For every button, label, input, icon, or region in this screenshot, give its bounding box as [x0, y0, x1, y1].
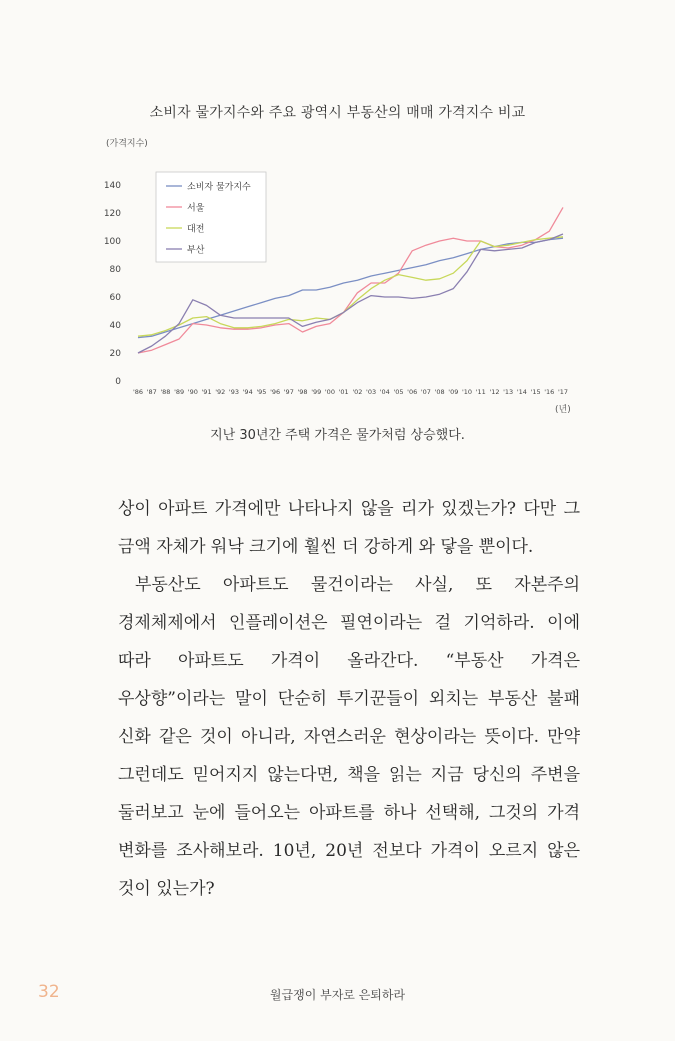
body-text	[118, 490, 580, 908]
x-tick-label: '89	[174, 388, 185, 396]
legend-label: 부산	[187, 245, 205, 256]
x-tick-label: '12	[489, 388, 500, 396]
x-tick-label: '01	[338, 388, 349, 396]
x-tick-label: '00	[324, 388, 335, 396]
y-tick-label: 20	[109, 349, 121, 359]
y-axis-label: (가격지수)	[106, 139, 148, 149]
x-tick-label: '93	[228, 388, 239, 396]
page-number: 32	[38, 982, 60, 1002]
x-tick-label: '08	[434, 388, 445, 396]
x-tick-label: '17	[557, 388, 569, 396]
y-tick-label: 60	[109, 293, 121, 303]
x-axis-unit-label: (년)	[555, 405, 571, 415]
legend	[156, 172, 266, 262]
x-tick-label: '91	[201, 388, 212, 396]
x-tick-label: '06	[407, 388, 418, 396]
legend-label: 서울	[187, 203, 205, 214]
x-tick-label: '13	[503, 388, 514, 396]
x-tick-label: '99	[311, 388, 322, 396]
body-paragraph: 부동산도 아파트도 물건이라는 사실, 또 자본주의 경제체제에서 인플레이션은 필연이라는 걸 기억하라. 이에 따라 아파트도 가격이 올라간다. “부동산 가격은 우상향”이라는 말이 단순히 투기꾼들이 외치는 부동산 불패 신화 같은 것이 아니라, 자연스러운 현상이라는 뜻이다. 만약 그런데도 믿어지지 않는다면, 책을 읽는 지금 당신의 주변을 둘러보고 눈에 들어오는 아파트를 하나 선택해, 그것의 가격 변화를 조사해보라. 10년, 20년 전보다 가격이 오르지 않은 것이 있는가?	[118, 575, 580, 899]
x-tick-label: '10	[462, 388, 473, 396]
x-tick-label: '15	[530, 388, 541, 396]
x-tick-label: '14	[516, 388, 527, 396]
x-tick-label: '04	[379, 388, 390, 396]
y-tick-label: 140	[103, 181, 121, 191]
legend-label: 대전	[187, 224, 205, 235]
x-tick-label: '05	[393, 388, 404, 396]
book-title: 월급쟁이 부자로 은퇴하라	[269, 988, 406, 1002]
y-tick-label: 40	[109, 321, 121, 331]
x-tick-label: '98	[297, 388, 308, 396]
x-tick-label: '90	[187, 388, 198, 396]
x-tick-label: '86	[132, 388, 144, 396]
x-tick-label: '96	[270, 388, 281, 396]
x-tick-label: '87	[146, 388, 157, 396]
x-tick-label: '11	[475, 388, 486, 396]
y-axis-ticks	[104, 181, 121, 387]
y-tick-label: 80	[109, 265, 121, 275]
chart-caption: 지난 30년간 주택 가격은 물가처럼 상승했다.	[210, 428, 465, 443]
x-tick-label: '02	[352, 388, 363, 396]
x-tick-label: '92	[215, 388, 226, 396]
x-tick-label: '03	[366, 388, 377, 396]
x-tick-label: '95	[256, 388, 267, 396]
chart-title: 소비자 물가지수와 주요 광역시 부동산의 매매 가격지수 비교	[149, 105, 526, 121]
x-tick-label: '88	[160, 388, 171, 396]
legend-label: 소비자 물가지수	[187, 182, 251, 193]
x-tick-label: '07	[420, 388, 431, 396]
x-tick-label: '97	[283, 388, 294, 396]
y-tick-label: 100	[103, 237, 121, 247]
x-tick-label: '16	[544, 388, 555, 396]
y-tick-label: 120	[103, 209, 121, 219]
body-paragraph: 상이 아파트 가격에만 나타나지 않을 리가 있겠는가? 다만 그 금액 자체가 워낙 크기에 훨씬 더 강하게 와 닿을 뿐이다.	[118, 499, 580, 557]
x-axis-ticks	[133, 388, 568, 396]
line-chart	[0, 0, 675, 420]
x-tick-label: '94	[242, 388, 253, 396]
x-tick-label: '09	[448, 388, 459, 396]
y-tick-label: 0	[115, 377, 121, 387]
